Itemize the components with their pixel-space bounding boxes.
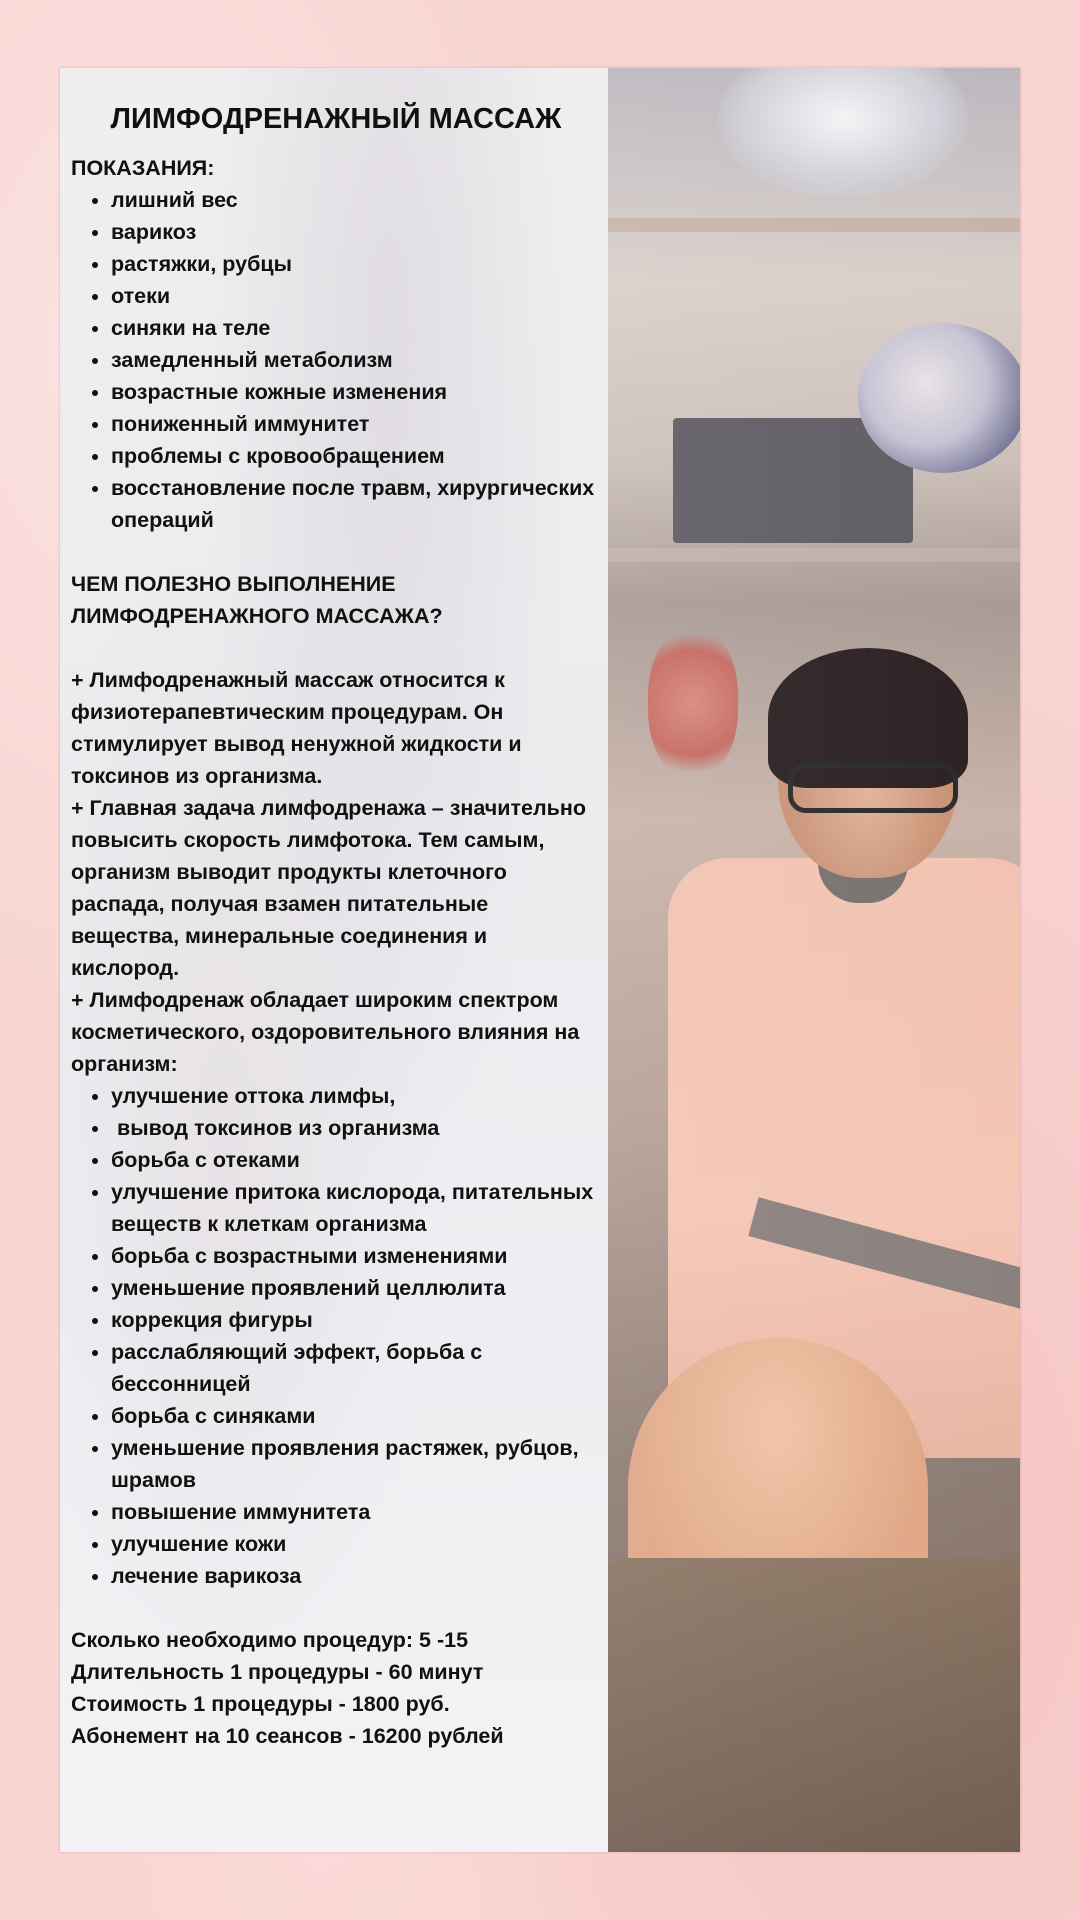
- spacer: [71, 1592, 601, 1624]
- photo-overlay: [608, 68, 1020, 1852]
- list-item: • возрастные кожные изменения: [111, 376, 601, 408]
- indications-heading: ПОКАЗАНИЯ:: [71, 156, 215, 180]
- list-item: • отеки: [111, 280, 601, 312]
- list-item: • уменьшение проявления растяжек, рубцов, шрамов: [111, 1432, 601, 1496]
- procedures-count: Сколько необходимо процедур: 5 -15: [71, 1628, 469, 1652]
- spacer: [71, 632, 601, 664]
- list-item: • восстановление после травм, хирургических операций: [111, 472, 601, 536]
- list-item: • растяжки, рубцы: [111, 248, 601, 280]
- list-item: • борьба с отеками: [111, 1144, 601, 1176]
- benefit-paragraph: + Главная задача лимфодренажа – значительно повысить скорость лимфотока. Тем самым, организм выводит продукты клеточного распада, получая взамен питательные вещества, минеральные соединения и кислород.: [71, 796, 586, 980]
- benefits-heading: ЧЕМ ПОЛЕЗНО ВЫПОЛНЕНИЕ ЛИМФОДРЕНАЖНОГО МАССАЖА?: [71, 572, 443, 628]
- procedure-price: Стоимость 1 процедуры - 1800 руб.: [71, 1692, 450, 1716]
- list-item: • синяки на теле: [111, 312, 601, 344]
- list-item: • коррекция фигуры: [111, 1304, 601, 1336]
- list-item: • замедленный метаболизм: [111, 344, 601, 376]
- spacer: [71, 536, 601, 568]
- benefits-list: [71, 1080, 601, 1592]
- massage-photo: [608, 68, 1020, 1852]
- benefit-paragraph: + Лимфодренажный массаж относится к физиотерапевтическим процедурам. Он стимулирует вывод ненужной жидкости и токсинов из организма.: [71, 668, 522, 788]
- list-item: • улучшение оттока лимфы,: [111, 1080, 601, 1112]
- list-item: • проблемы с кровообращением: [111, 440, 601, 472]
- page-title: ЛИМФОДРЕНАЖНЫЙ МАССАЖ: [110, 103, 562, 135]
- list-item: • лишний вес: [111, 184, 601, 216]
- subscription-price: Абонемент на 10 сеансов - 16200 рублей: [71, 1724, 504, 1748]
- indications-list: [71, 184, 601, 536]
- list-item: • борьба с возрастными изменениями: [111, 1240, 601, 1272]
- list-item: • улучшение кожи: [111, 1528, 601, 1560]
- poster: [60, 68, 1020, 1852]
- list-item: • повышение иммунитета: [111, 1496, 601, 1528]
- text-panel: [60, 68, 608, 1852]
- list-item: • варикоз: [111, 216, 601, 248]
- list-item: • лечение варикоза: [111, 1560, 601, 1592]
- benefit-paragraph: + Лимфодренаж обладает широким спектром косметического, оздоровительного влияния на организм:: [71, 988, 580, 1076]
- list-item: • расслабляющий эффект, борьба с бессонницей: [111, 1336, 601, 1400]
- list-item: • борьба с синяками: [111, 1400, 601, 1432]
- procedure-duration: Длительность 1 процедуры - 60 минут: [71, 1660, 484, 1684]
- list-item: • вывод токсинов из организма: [111, 1112, 601, 1144]
- list-item: • улучшение притока кислорода, питательных веществ к клеткам организма: [111, 1176, 601, 1240]
- list-item: • уменьшение проявлений целлюлита: [111, 1272, 601, 1304]
- list-item: • пониженный иммунитет: [111, 408, 601, 440]
- content: [71, 102, 601, 1752]
